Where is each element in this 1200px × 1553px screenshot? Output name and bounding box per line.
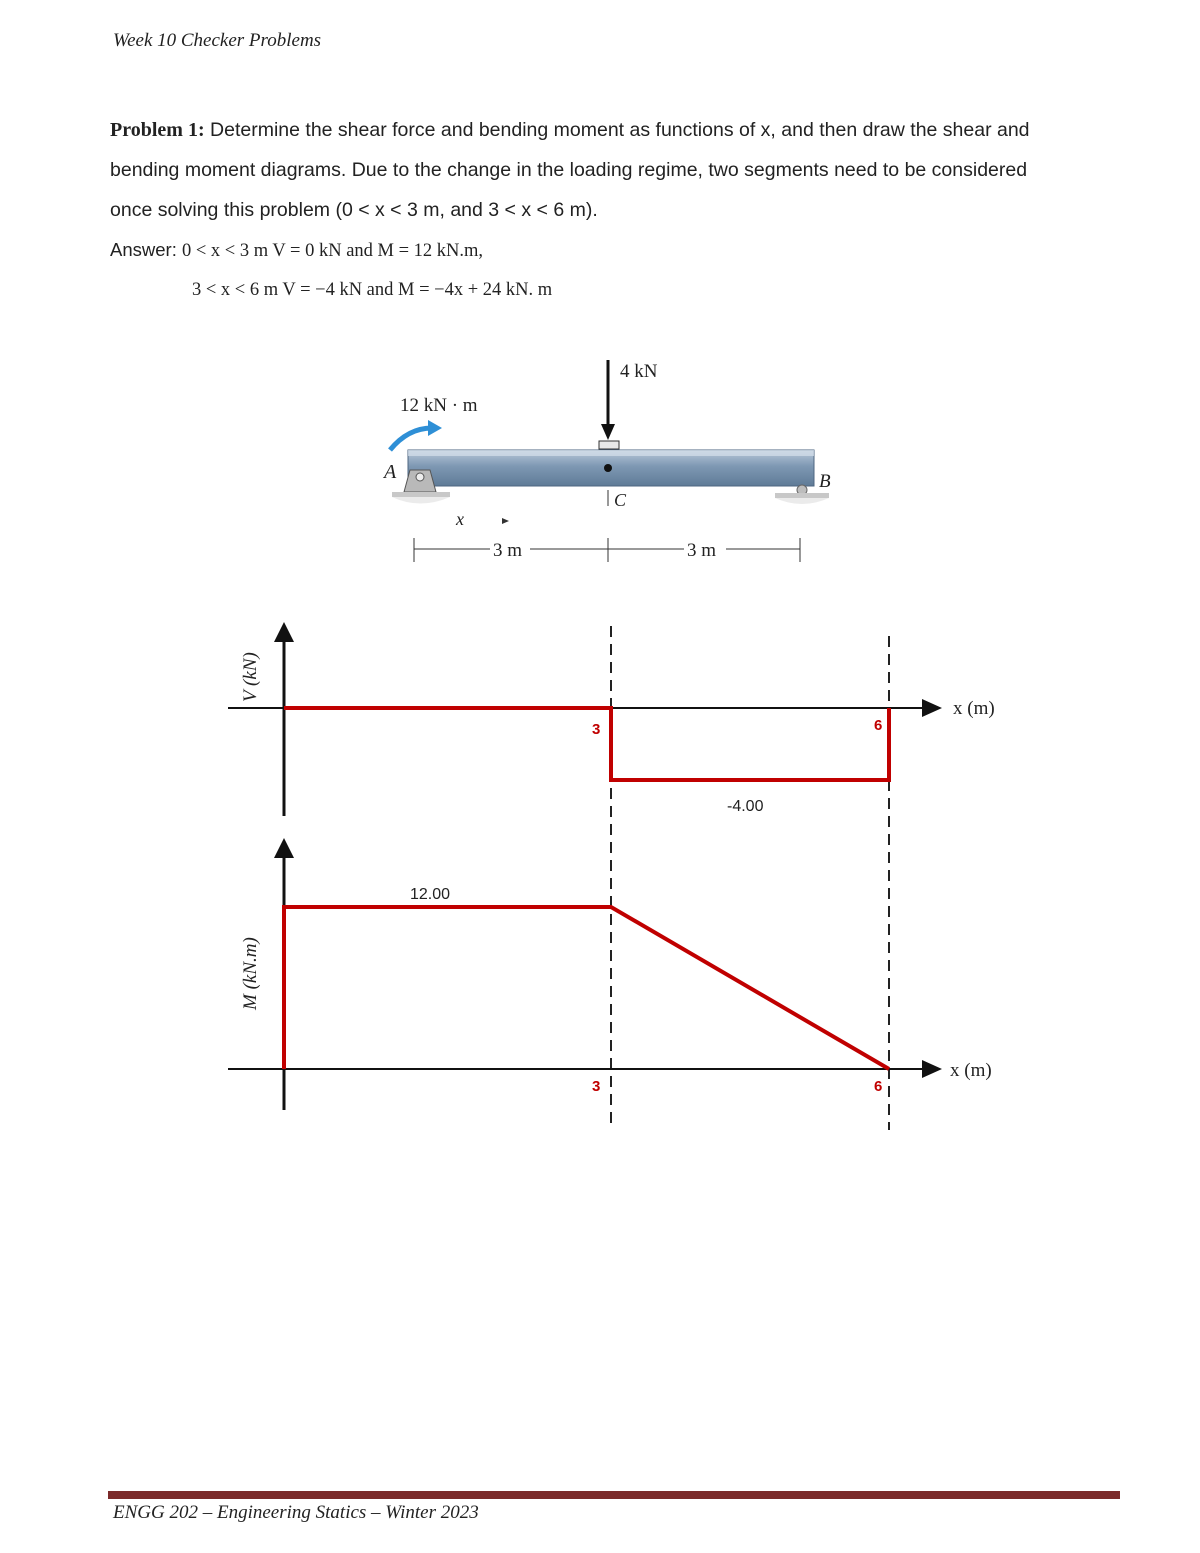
moment-y-label: M (kN.m) <box>240 937 261 1010</box>
moment-tick-6: 6 <box>874 1078 883 1095</box>
shear-y-axis-arrow-icon <box>274 622 294 642</box>
beam-top-flange <box>408 450 814 456</box>
answer-segment-1: 0 < x < 3 m V = 0 kN and M = 12 kN.m, <box>181 241 484 261</box>
support-a-label: A <box>384 461 397 483</box>
shear-value-label: -4.00 <box>727 798 764 815</box>
problem-text-line-2: bending moment diagrams. Due to the change in the loading regime, two segments need to be considered <box>110 159 1028 181</box>
point-c-marker <box>604 464 612 472</box>
page-header: Week 10 Checker Problems <box>113 30 322 51</box>
beam-figure <box>370 350 850 580</box>
shear-x-axis-arrow-icon <box>922 699 942 717</box>
page-footer: ENGG 202 – Engineering Statics – Winter 2023 <box>113 1502 479 1523</box>
moment-arrow-icon <box>390 420 442 450</box>
shear-y-label: V (kN) <box>240 652 261 702</box>
moment-x-axis-arrow-icon <box>922 1060 942 1078</box>
span-1-label: 3 m <box>493 540 523 561</box>
answer-line-1 <box>110 232 483 269</box>
moment-y-axis-arrow-icon <box>274 838 294 858</box>
answer-label: Answer: <box>110 239 177 260</box>
support-b-label: B <box>819 471 831 492</box>
x-arrowhead-icon <box>502 518 509 524</box>
point-c-label: C <box>614 490 627 510</box>
answer-segment-2: 3 < x < 6 m V = −4 kN and M = −4x + 24 kN. m <box>192 280 553 300</box>
moment-tick-3: 3 <box>592 1078 601 1095</box>
point-load-label: 4 kN <box>620 361 658 382</box>
shear-diagram-line <box>284 708 889 780</box>
shear-tick-6: 6 <box>874 717 883 734</box>
shear-x-label: x (m) <box>953 698 995 719</box>
footer-divider <box>108 1491 1120 1499</box>
load-plate <box>599 441 619 449</box>
problem-statement <box>110 110 1120 230</box>
span-2-label: 3 m <box>687 540 717 561</box>
moment-x-label: x (m) <box>950 1060 992 1081</box>
shear-tick-3: 3 <box>592 721 601 738</box>
problem-text-line-1: Determine the shear force and bending moment as functions of x, and then draw the shear and <box>210 119 1030 141</box>
problem-label: Problem 1: <box>110 119 205 141</box>
problem-text-line-3: once solving this problem (0 < x < 3 m, and 3 < x < 6 m). <box>110 199 598 221</box>
moment-diagram-line <box>284 907 889 1069</box>
applied-moment-label: 12 kN · m <box>400 395 478 416</box>
point-load-arrow <box>601 360 615 440</box>
moment-value-label: 12.00 <box>410 886 451 903</box>
x-position-label: x <box>456 509 464 529</box>
shear-moment-diagrams <box>0 600 1200 1160</box>
